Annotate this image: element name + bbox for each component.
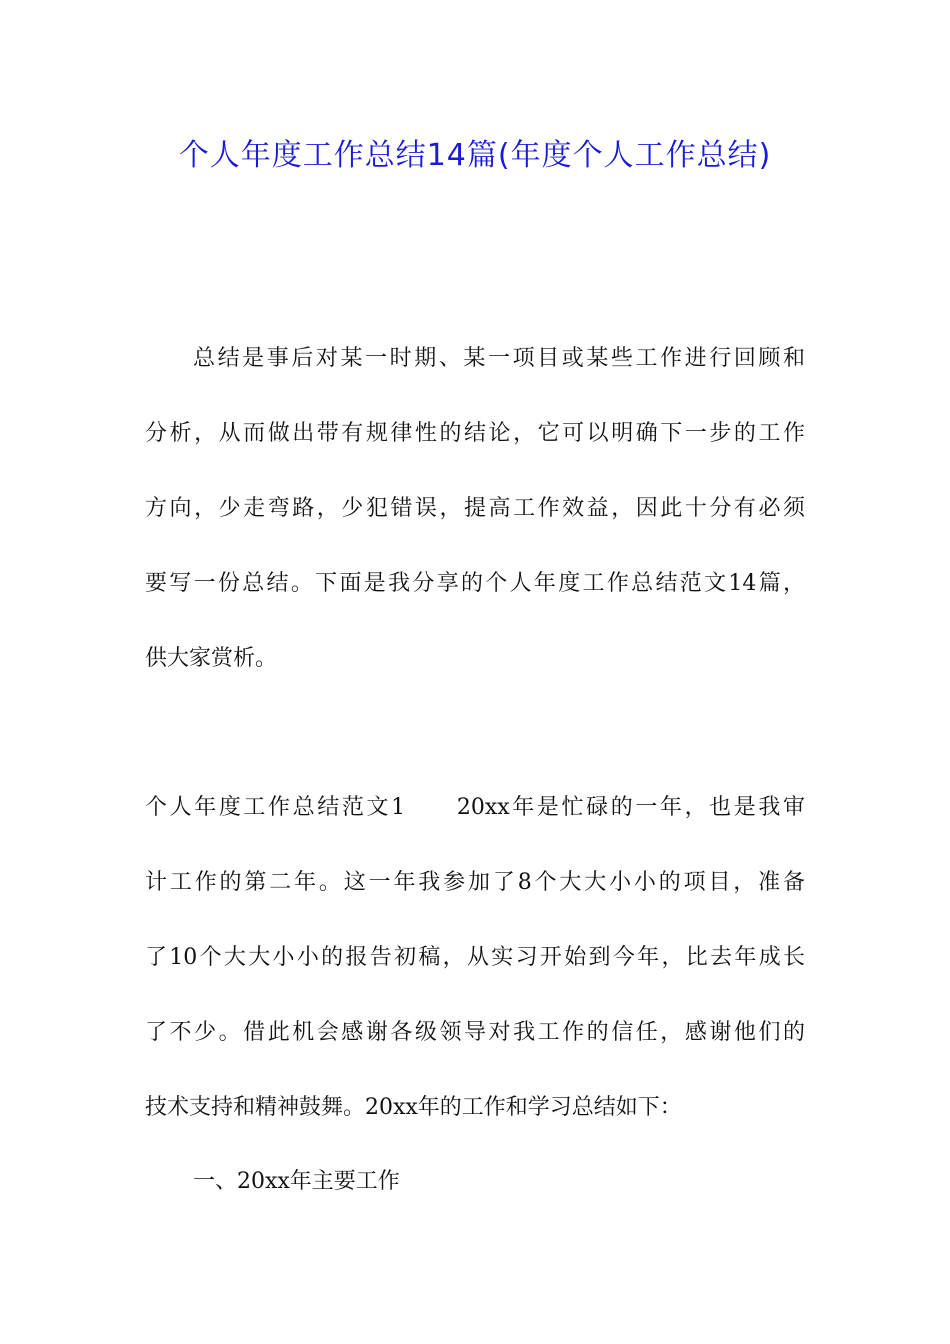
document-title: 个人年度工作总结14篇(年度个人工作总结) [178,138,772,173]
intro-line-3: 方向，少走弯路，少犯错误，提高工作效益，因此十分有必须 [145,496,805,521]
section1-line-3: 了10个大大小小的报告初稿，从实习开始到今年，比去年成长 [145,945,805,970]
section1-line-2: 计工作的第二年。这一年我参加了8个大大小小的项目，准备 [145,870,805,895]
intro-line-2: 分析，从而做出带有规律性的结论，它可以明确下一步的工作 [145,421,805,446]
intro-line-4: 要写一份总结。下面是我分享的个人年度工作总结范文14篇， [145,571,805,596]
section1-line-5: 技术支持和精神鼓舞。20xx年的工作和学习总结如下： [145,1095,682,1120]
section-heading: 一、20xx年主要工作 [193,1169,400,1194]
intro-line-5: 供大家赏析。 [145,646,278,671]
intro-line-1: 总结是事后对某一时期、某一项目或某些工作进行回顾和 [193,346,805,371]
section1-line-4: 了不少。借此机会感谢各级领导对我工作的信任，感谢他们的 [145,1020,805,1045]
section1-line-1: 个人年度工作总结范文1 20xx年是忙碌的一年，也是我审 [145,795,805,820]
